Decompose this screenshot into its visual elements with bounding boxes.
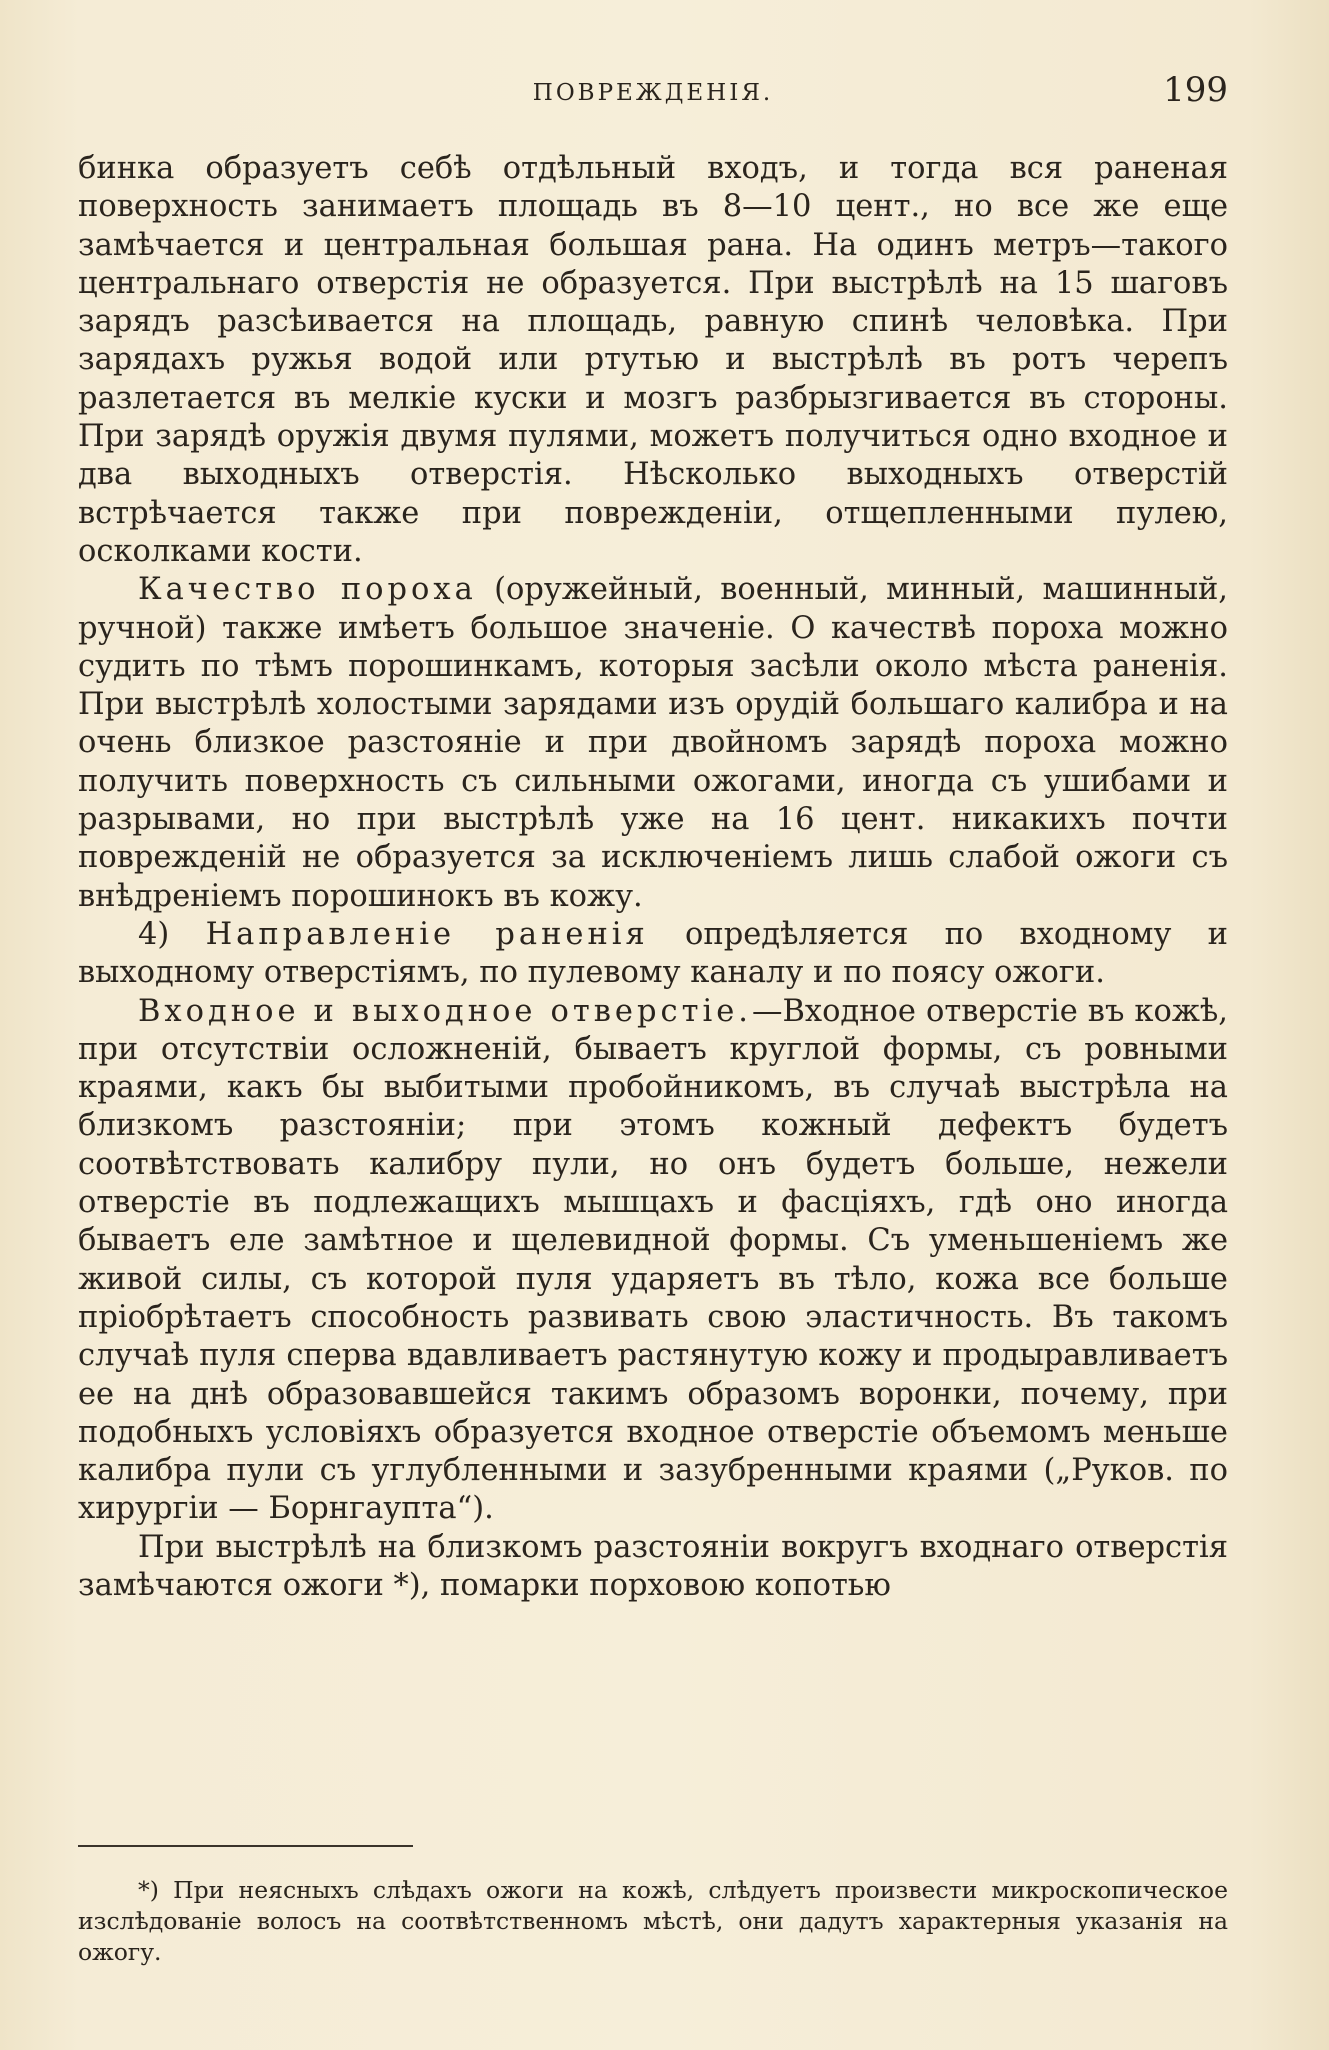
paragraph-4 <box>78 993 1228 1529</box>
paragraph-2-text: (оружейный, военный, минный, машинный, ручной) также имѣетъ большое значеніе. О качествѣ пороха можно судить по тѣмъ порошинкамъ, которыя засѣли около мѣста раненія. При выстрѣлѣ холостыми зарядами изъ орудій большаго калибра и на очень близкое разстояніе и при двойномъ зарядѣ пороха можно получить поверхность съ сильными ожогами, иногда съ ушибами и разрывами, но при выстрѣлѣ уже на 16 цент. никакихъ почти поврежденій не образуется за исключеніемъ лишь слабой ожоги съ внѣдреніемъ порошинокъ въ кожу. <box>78 572 1229 914</box>
paragraph-3-text: опредѣляется по входному и выходному отверстіямъ, по пулевому каналу и по поясу ожоги. <box>78 916 1228 991</box>
main-text <box>78 150 1228 1605</box>
paragraph-3 <box>78 916 1228 993</box>
paragraph-3-number: 4) <box>138 916 206 952</box>
footnote: *) При неясныхъ слѣдахъ ожоги на кожѣ, слѣдуетъ произвести микроскопическое изслѣдованіе волосъ на соотвѣтственномъ мѣстѣ, они дадутъ характерныя указанія на ожогу. <box>78 1876 1228 1966</box>
paragraph-4-heading: Входное и выходное отверстіе. <box>138 993 752 1029</box>
running-header <box>78 70 1228 110</box>
paragraph-2 <box>78 571 1228 916</box>
page-number: 199 <box>1163 70 1228 110</box>
running-title: ПОВРЕЖДЕНІЯ. <box>532 80 774 106</box>
paragraph-2-heading: Качество пороха <box>138 572 477 608</box>
paragraph-4-text: —Входное отверстіе въ кожѣ, при отсутствіи осложненій, бываетъ круглой формы, съ ровными краями, какъ бы выбитыми пробойникомъ, въ случаѣ выстрѣла на близкомъ разстояніи; при этомъ кожный дефектъ будетъ соотвѣтствовать калибру пули, но онъ будетъ больше, нежели отверстіе въ подлежащихъ мышцахъ и фасціяхъ, гдѣ оно иногда бываетъ еле замѣтное и щелевидной формы. Съ уменьшеніемъ же живой силы, съ которой пуля ударяетъ въ тѣло, кожа все больше пріобрѣтаетъ способность развивать свою эластичность. Въ такомъ случаѣ пуля сперва вдавливаетъ растянутую кожу и продыравливаетъ ее на днѣ образовавшейся такимъ образомъ воронки, почему, при подобныхъ условіяхъ образуется входное отверстіе объемомъ меньше калибра пули съ углубленными и зазубренными краями („Руков. по хирургіи — Борнгаупта“). <box>78 993 1228 1527</box>
paragraph-3-heading: Направленіе раненія <box>205 916 649 952</box>
paragraph-5: При выстрѣлѣ на близкомъ разстояніи вокругъ входнаго отверстія замѣчаются ожоги *), помарки порховою копотью <box>78 1529 1228 1603</box>
paragraph-1: бинка образуетъ себѣ отдѣльный входъ, и тогда вся раненая поверхность занимаетъ площадь въ 8—10 цент., но все же еще замѣчается и центральная большая рана. На одинъ метръ—такого центральнаго отверстія не образуется. При выстрѣлѣ на 15 шаговъ зарядъ разсѣивается на площадь, равную спинѣ человѣка. При зарядахъ ружья водой или ртутью и выстрѣлѣ въ ротъ черепъ разлетается въ мелкіе куски и мозгъ разбрызгивается въ стороны. При зарядѣ оружія двумя пулями, можетъ получиться одно входное и два выходныхъ отверстія. Нѣсколько выходныхъ отверстій встрѣчается также при поврежденіи, отщепленными пулею, осколками кости. <box>78 151 1228 569</box>
footnote-divider <box>78 1845 413 1847</box>
